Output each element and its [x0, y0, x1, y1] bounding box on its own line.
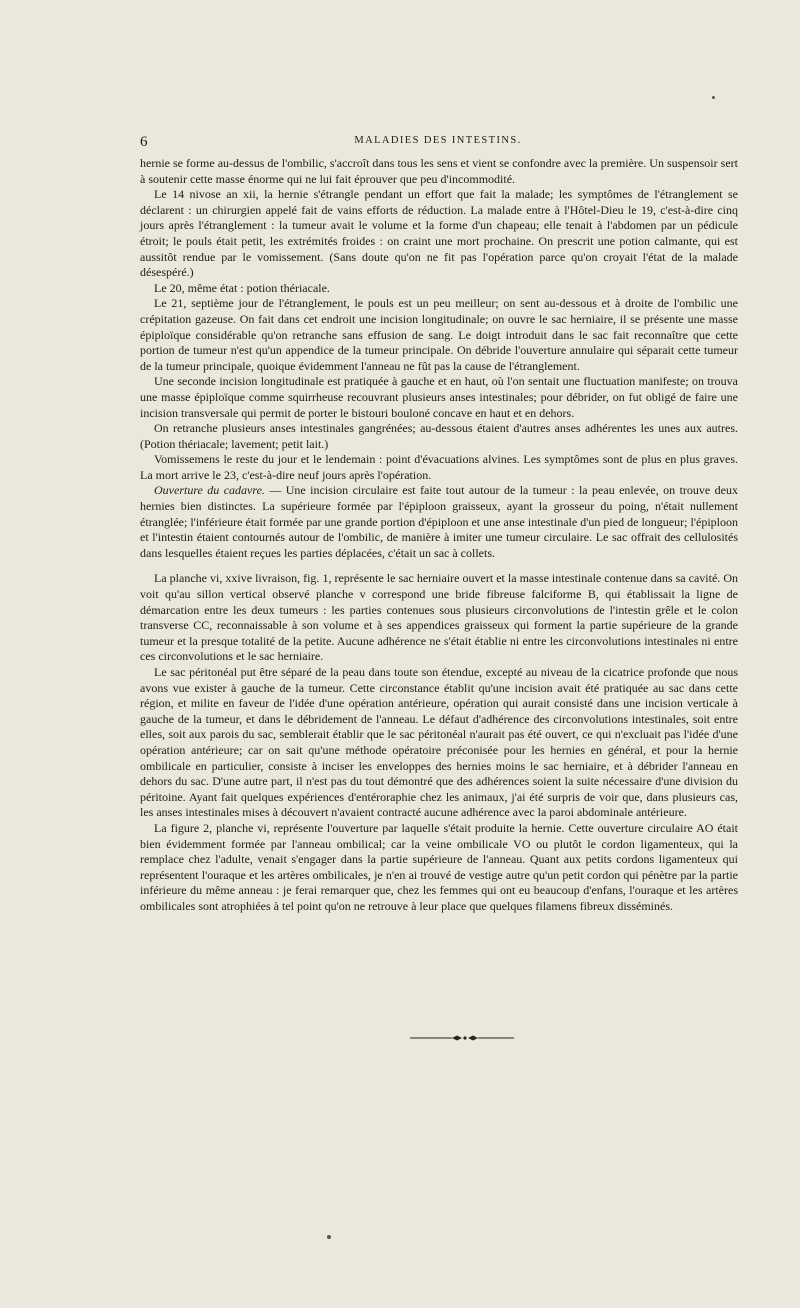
- paragraph: Une seconde incision longitudinale est pratiquée à gauche et en haut, où l'on sentait une fluctuation manifeste; on trouva une masse épiploïque comme squirrheuse recouvrant plusieurs anses intestinales; pour débrider, on fut obligé de faire une incision transversale qui permit de porter le bistouri bouloné concave en haut et en dehors.: [140, 374, 738, 420]
- paragraph: Le 21, septième jour de l'étranglement, le pouls est un peu meilleur; on sent au-dessous et à droite de l'ombilic une crépitation gazeuse. On fait dans cet endroit une incision longitudinale; on ouvre le sac herniaire, il se présente une masse épiploïque considérable qu'on retranche sans effusion de sang. Le doigt introduit dans le sac fait reconnaître que cette portion de tumeur n'est qu'un appendice de la tumeur principale. On débride l'ouverture annulaire qui séparait cette tumeur de la tumeur principale, quoique évidemment l'anneau ne fût pas la cause de l'étranglement.: [140, 296, 738, 373]
- paragraph: Le 20, même état : potion thériacale.: [154, 280, 330, 295]
- paragraph: Le sac péritonéal put être séparé de la peau dans toute son étendue, excepté au niveau de la cicatrice profonde que nous avons vue exister à gauche de la tumeur. Cette circonstance établit qu'une incision avait été pratiquée au sac dans cette région, et milite en faveur de l'idée d'une opération antérieure, opération qui aurait consisté dans une incision verticale à gauche de la tumeur, et dans le débridement de l'anneau. Le défaut d'adhérence des circonvolutions intestinales, soit entre elles, soit aux parois du sac, semblerait établir que le sac péritonéal n'aurait pas été ouvert, ce qui n'excluait pas l'idée d'une opération antérieure; car on sait qu'une méthode opératoire préconisée pour les hernies en général, et pour la hernie ombilicale en particulier, consiste à inciser les enveloppes des hernies moins le sac herniaire, et à débrider l'anneau en dehors du sac. D'une autre part, il n'est pas du tout démontré que des adhérences soient la suite nécessaire d'une division du péritoine. Ayant fait quelques expériences d'entéroraphie chez les animaux, j'ai été surpris de voir que, dans plusieurs cas, les anses intestinales mises à découvert n'avaient contracté aucune adhérence avec la paroi abdominale antérieure.: [140, 665, 738, 820]
- paper-speck: [712, 96, 715, 99]
- paragraph: Vomissemens le reste du jour et le lendemain : point d'évacuations alvines. Les symptômes sont de plus en plus graves. La mort arrive le 23, c'est-à-dire neuf jours après l'opération.: [140, 452, 738, 482]
- body-text: [140, 156, 738, 915]
- end-ornament: [410, 1034, 514, 1042]
- paragraph: La figure 2, planche vi, représente l'ouverture par laquelle s'était produite la hernie. Cette ouverture circulaire AO était bien évidemment formée par l'anneau ombilical; car la veine ombilicale VO ou plutôt le cordon ligamenteux, qui la remplace chez l'adulte, venait s'engager dans la partie supérieure de l'anneau. Quant aux petits cordons ligamenteux qui représentent l'ouraque et les artères ombilicales, je n'en ai trouvé de vestige autre qu'un petit cordon qui pénètre par la partie inférieure du même anneau : je ferai remarquer que, chez les femmes qui ont eu beaucoup d'enfans, l'ouraque et les artères ombilicales sont atrophiées à tel point qu'on ne retrouve à leur place que quelques filamens fibreux disséminés.: [140, 820, 738, 913]
- autopsy-label: Ouverture du cadavre.: [154, 483, 265, 498]
- page-header: [138, 132, 738, 156]
- running-title: MALADIES DES INTESTINS.: [354, 135, 522, 146]
- paper-speck: [327, 1235, 331, 1239]
- paragraph: Le 14 nivose an xii, la hernie s'étrangle pendant un effort que fait la malade; les symptômes de l'étranglement se déclarent : un chirurgien appelé fait de vains efforts de réduction. La malade entre à l'Hôtel-Dieu le 19, c'est-à-dire cinq jours après l'étranglement : la tumeur avait le volume et la forme d'un chapeau; elle tenait à l'abdomen par un pédicule étroit; le pouls était petit, les extrémités froides : on craint une mort prochaine. On prescrit une potion calmante, qui est aussitôt rendue par le vomissement. (Sans doute qu'on ne fit pas l'opération parce qu'on croyait l'état de la malade désespéré.): [140, 187, 738, 280]
- paragraph-autopsy: [140, 483, 738, 561]
- paragraph: On retranche plusieurs anses intestinales gangrénées; au-dessous étaient d'autres anses adhérentes les unes aux autres. (Potion thériacale; lavement; petit lait.): [140, 421, 738, 451]
- autopsy-text: — Une incision circulaire est faite tout autour de la tumeur : la peau enlevée, on trouve deux hernies bien distinctes. La supérieure formée par l'épiploon graisseux, ayant la grosseur du poing, n'était nullement étranglée; l'inférieure était formée par une grande portion d'épiploon et une anse intestinale d'un pied de longueur; l'épiploon et l'intestin étaient contournés autour de l'ombilic, de manière à imiter une tumeur circulaire. Le sac offrait des cellulosités dans lesquelles étaient reçues les parties déplacées, c'était un sac à collets.: [140, 483, 738, 560]
- page-number: 6: [140, 134, 148, 150]
- paragraph: hernie se forme au-dessus de l'ombilic, s'accroît dans tous les sens et vient se confondre avec la première. Un suspensoir sert à soutenir cette masse énorme qui ne lui fait éprouver que peu d'incommodité.: [140, 156, 738, 186]
- paragraph: La planche vi, xxive livraison, fig. 1, représente le sac herniaire ouvert et la masse intestinale contenue dans sa cavité. On voit qu'au sillon vertical observé planche v correspond une bride fibreuse falciforme B, qui établissait la ligne de démarcation entre les deux tumeurs : les parties contenues sous plusieurs circonvolutions de l'intestin grêle et le colon transverse CC, reconnaissable à son volume et à ses appendices graisseux qui forment la partie supérieure de la grande tumeur et la presque totalité de la petite. Aucune adhérence ne s'était établie ni entre les circonvolutions intestinales ni entre ces circonvolutions et le sac herniaire.: [140, 571, 738, 664]
